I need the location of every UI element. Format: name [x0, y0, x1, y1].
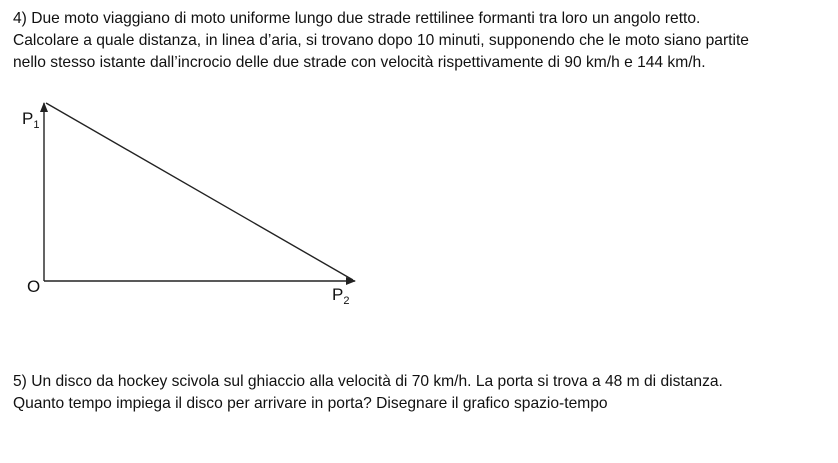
label-p2: $P_2$ [332, 285, 350, 307]
problem-4-line-1: 4) Due moto viaggiano di moto uniforme lungo due strade rettilinee formanti tra loro un angolo retto. [13, 10, 701, 27]
problem-4-line-2: Calcolare a quale distanza, in linea d’aria, si trovano dopo 10 minuti, supponendo che le moto siano partite [13, 32, 749, 49]
label-o: O [27, 277, 41, 296]
problem-4-text [13, 8, 749, 74]
problem-5-line-1: 5) Un disco da hockey scivola sul ghiaccio alla velocità di 70 km/h. La porta si trova a 48 m di distanza. [13, 373, 723, 390]
hypotenuse-p1-p2 [46, 103, 353, 280]
problem-5-text [13, 371, 723, 415]
problem-5-line-2: Quanto tempo impiega il disco per arrivare in porta? Disegnare il grafico spazio-tempo [13, 395, 608, 412]
label-p1: $P_1$ [22, 109, 40, 131]
problem-4-line-3: nello stesso istante dall’incrocio delle due strade con velocità rispettivamente di 90 km/h e 144 km/h. [13, 54, 706, 71]
